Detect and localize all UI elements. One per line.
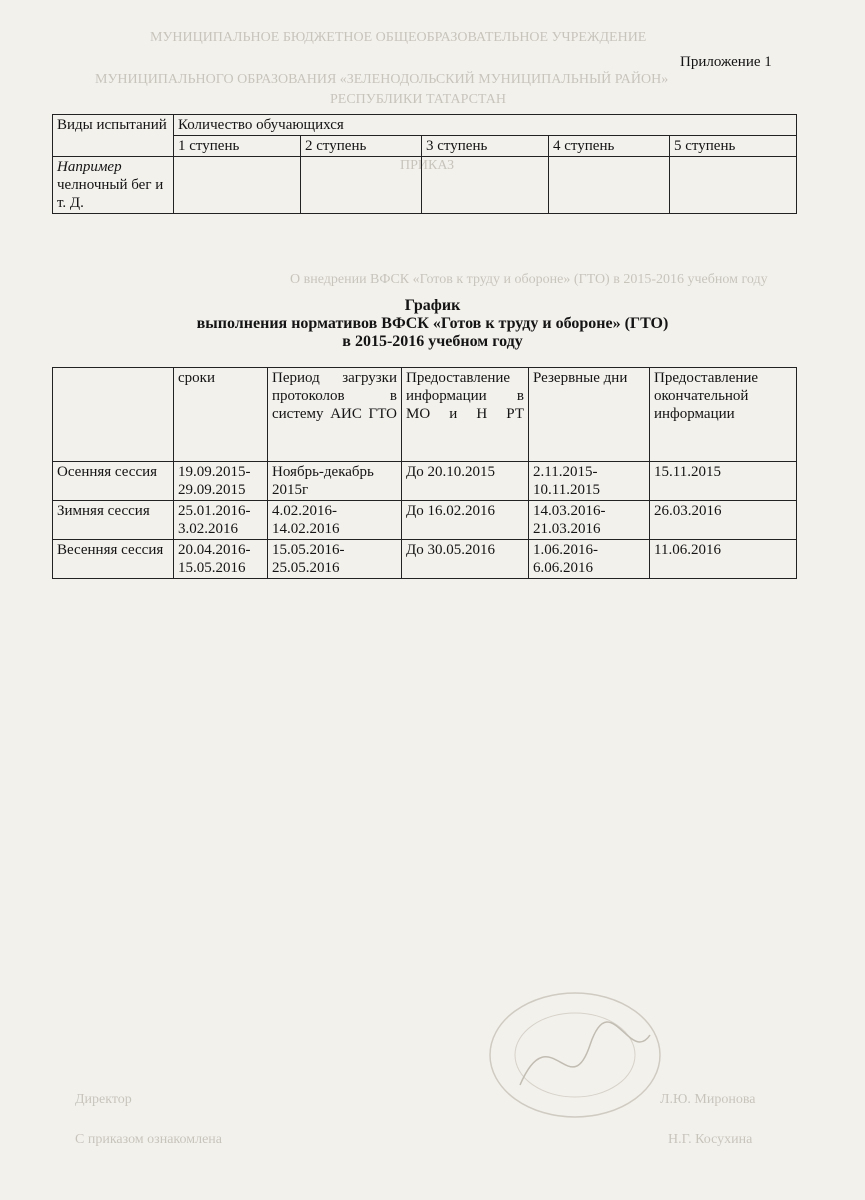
session-name: Весенняя сессия	[53, 540, 174, 579]
step-header: 3 ступень	[422, 136, 549, 157]
bleed-through-line: О внедрении ВФСК «Готов к труду и обороне» (ГТО) в 2015-2016 учебном году	[290, 272, 768, 287]
empty-header-cell	[53, 368, 174, 462]
session-dates: 19.09.2015-29.09.2015	[174, 462, 268, 501]
session-info: До 30.05.2016	[402, 540, 529, 579]
step-header: 4 ступень	[549, 136, 670, 157]
session-dates: 25.01.2016-3.02.2016	[174, 501, 268, 540]
session-info: До 16.02.2016	[402, 501, 529, 540]
bleed-through-line: МУНИЦИПАЛЬНОГО ОБРАЗОВАНИЯ «ЗЕЛЕНОДОЛЬСКИЙ МУНИЦИПАЛЬНЫЙ РАЙОН»	[95, 72, 669, 87]
step-header: 1 ступень	[174, 136, 301, 157]
session-upload: 15.05.2016-25.05.2016	[268, 540, 402, 579]
session-upload: 4.02.2016-14.02.2016	[268, 501, 402, 540]
bleed-through-line: РЕСПУБЛИКИ ТАТАРСТАН	[330, 92, 507, 107]
example-italic: Например	[57, 159, 122, 175]
session-final: 26.03.2016	[650, 501, 797, 540]
session-reserve: 2.11.2015-10.11.2015	[529, 462, 650, 501]
bleed-through-line: С приказом ознакомлена	[75, 1132, 222, 1147]
bleed-through-line: МУНИЦИПАЛЬНОЕ БЮДЖЕТНОЕ ОБЩЕОБРАЗОВАТЕЛЬНОЕ УЧРЕЖДЕНИЕ	[150, 30, 647, 45]
schedule-table	[52, 367, 797, 579]
schedule-title: График	[404, 297, 461, 314]
final-header: Предоставление окончательной информации	[650, 368, 797, 462]
session-name: Зимняя сессия	[53, 501, 174, 540]
empty-cell	[670, 157, 797, 214]
step-header: 5 ступень	[670, 136, 797, 157]
col-count-header: Количество обучающихся	[174, 115, 797, 136]
bleed-through-line: ПРИКАЗ	[400, 158, 455, 173]
session-name: Осенняя сессия	[53, 462, 174, 501]
step-header: 2 ступень	[301, 136, 422, 157]
empty-cell	[422, 157, 549, 214]
info-header: Предоставление информации в МО и Н РТ	[402, 368, 529, 462]
upload-period-header: Период загрузки протоколов в систему АИС ГТО	[268, 368, 402, 462]
bleed-through-line: Л.Ю. Миронова	[660, 1092, 756, 1107]
bleed-through-line: Директор	[75, 1092, 132, 1107]
empty-cell	[301, 157, 422, 214]
empty-cell	[174, 157, 301, 214]
session-reserve: 14.03.2016-21.03.2016	[529, 501, 650, 540]
example-cell	[53, 157, 174, 214]
session-final: 11.06.2016	[650, 540, 797, 579]
session-upload: Ноябрь-декабрь 2015г	[268, 462, 402, 501]
appendix-label: Приложение 1	[680, 54, 772, 70]
schedule-subtitle: выполнения нормативов ВФСК «Готов к труду и обороне» (ГТО)	[196, 315, 669, 332]
empty-cell	[549, 157, 670, 214]
dates-header: сроки	[174, 368, 268, 462]
schedule-year: в 2015-2016 учебном году	[342, 333, 523, 350]
session-info: До 20.10.2015	[402, 462, 529, 501]
reserve-header: Резервные дни	[529, 368, 650, 462]
signature-stamp-icon	[480, 975, 680, 1135]
example-text: челночный бег и т. Д.	[57, 177, 164, 211]
col-types-header: Виды испытаний	[53, 115, 174, 157]
tests-table	[52, 114, 797, 214]
session-reserve: 1.06.2016-6.06.2016	[529, 540, 650, 579]
session-dates: 20.04.2016-15.05.2016	[174, 540, 268, 579]
bleed-through-line: Н.Г. Косухина	[668, 1132, 753, 1147]
session-final: 15.11.2015	[650, 462, 797, 501]
